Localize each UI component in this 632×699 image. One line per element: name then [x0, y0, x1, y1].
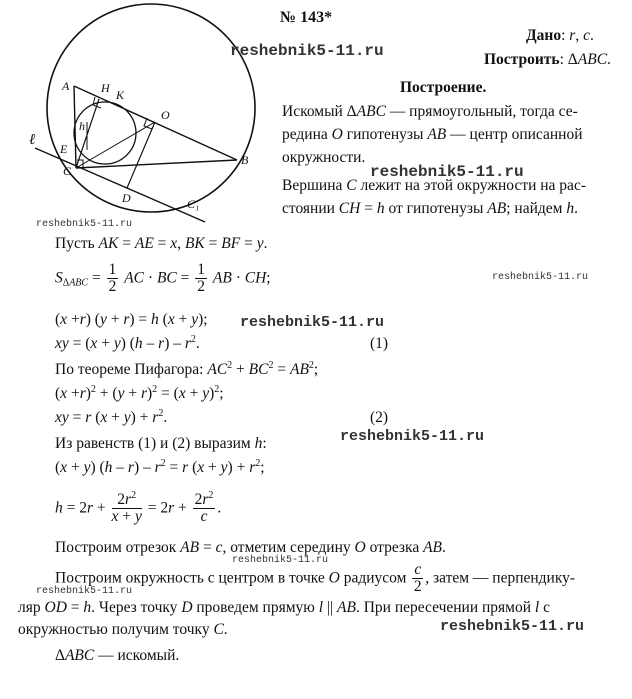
- label-e: E: [60, 142, 68, 156]
- para1-line2: редина O гипотенузы AB — центр описанной: [282, 126, 583, 143]
- para1-line1: Искомый ΔABC — прямоугольный, тогда се-: [282, 103, 578, 120]
- equation-d: xy = r $(x + y) + r^2$.: [55, 408, 168, 426]
- equation-2-label: (2): [370, 409, 389, 426]
- para2-line2: стоянии CH = h от гипотенузы AB; найдем h.: [282, 200, 578, 217]
- watermark: reshebnik5-11.ru: [36, 586, 133, 597]
- watermark: reshebnik5-11.ru: [492, 272, 589, 283]
- equation-b: xy = (x + y) $(h - r) - r^2$.: [55, 334, 200, 352]
- watermark: reshebnik5-11.ru: [230, 42, 384, 60]
- h-formula: h = 2r + $\frac{2r^2}{x + y}$ = 2r + $\frac{2r^2}{c}$ .: [55, 490, 222, 526]
- from-equations: Из равенств (1) и (2) выразим h:: [55, 435, 267, 452]
- segment-od: [127, 122, 155, 188]
- area-equation: $S_{\Delta ABC}$ = $\frac{1}{2}$ AC · BC = $\frac{1}{2}$ AB · CH;: [55, 261, 271, 296]
- label-l: ℓ: [29, 132, 36, 148]
- label-k: K: [116, 88, 125, 102]
- equation-c: $(x +r)^2 + (y + r)^2 = (x + y)^2$;: [55, 384, 224, 402]
- geometry-figure: [25, 0, 295, 225]
- construct-line: Построить: ΔABC.: [484, 51, 611, 68]
- side-ab: [74, 86, 237, 160]
- final-line: ΔABC — искомый.: [55, 647, 180, 664]
- step2-line2: ляр OD = h. Через точку D проведем прямую l || AB. При пересечении прямой l с: [18, 599, 550, 616]
- incircle: [74, 102, 136, 164]
- label-c1: C₁: [187, 197, 200, 211]
- label-d: D: [122, 191, 131, 205]
- given-line: Дано: r, c.: [526, 27, 594, 44]
- segment-oc: [76, 122, 155, 168]
- step1: Построим отрезок AB = c, отметим середину O отрезка AB.: [55, 539, 446, 556]
- equation-1-label: (1): [370, 335, 389, 352]
- label-small-h: h: [79, 119, 85, 133]
- label-a: A: [62, 79, 70, 93]
- para2-line1: Вершина C лежит на этой окружности на рас-: [282, 177, 586, 194]
- step2-line1: Построим окружность с центром в точке O радиусом $\frac{c}{2}$ , затем — перпендику-: [55, 561, 576, 596]
- label-b: B: [241, 153, 249, 167]
- watermark: reshebnik5-11.ru: [440, 618, 585, 635]
- watermark: reshebnik5-11.ru: [240, 314, 385, 331]
- line-l: [35, 148, 205, 222]
- watermark: reshebnik5-11.ru: [370, 163, 524, 181]
- watermark: reshebnik5-11.ru: [340, 428, 485, 445]
- label-o: O: [161, 108, 170, 122]
- section-title: Построение.: [400, 79, 487, 96]
- let-line: Пусть AK = AE = x, BK = BF = y.: [55, 235, 268, 252]
- pythagoras-line: По теореме Пифагора: $AC^2 + BC^2 = AB^2$;: [55, 360, 319, 378]
- label-c: C: [63, 164, 72, 178]
- watermark: reshebnik5-11.ru: [36, 219, 133, 230]
- label-h: H: [101, 81, 110, 95]
- para1-line3: окружности.: [282, 149, 366, 166]
- equation-a: (x +r) (y + r) = h (x + y);: [55, 311, 208, 328]
- equation-e: (x + y) $(h - r) - r^2 = r$ $(x + y) + r^2$;: [55, 458, 265, 476]
- circumcircle: [47, 4, 255, 212]
- step2-line3: окружностью получим точку C.: [18, 621, 228, 638]
- watermark: reshebnik5-11.ru: [232, 555, 329, 566]
- problem-number: № 143*: [280, 9, 333, 26]
